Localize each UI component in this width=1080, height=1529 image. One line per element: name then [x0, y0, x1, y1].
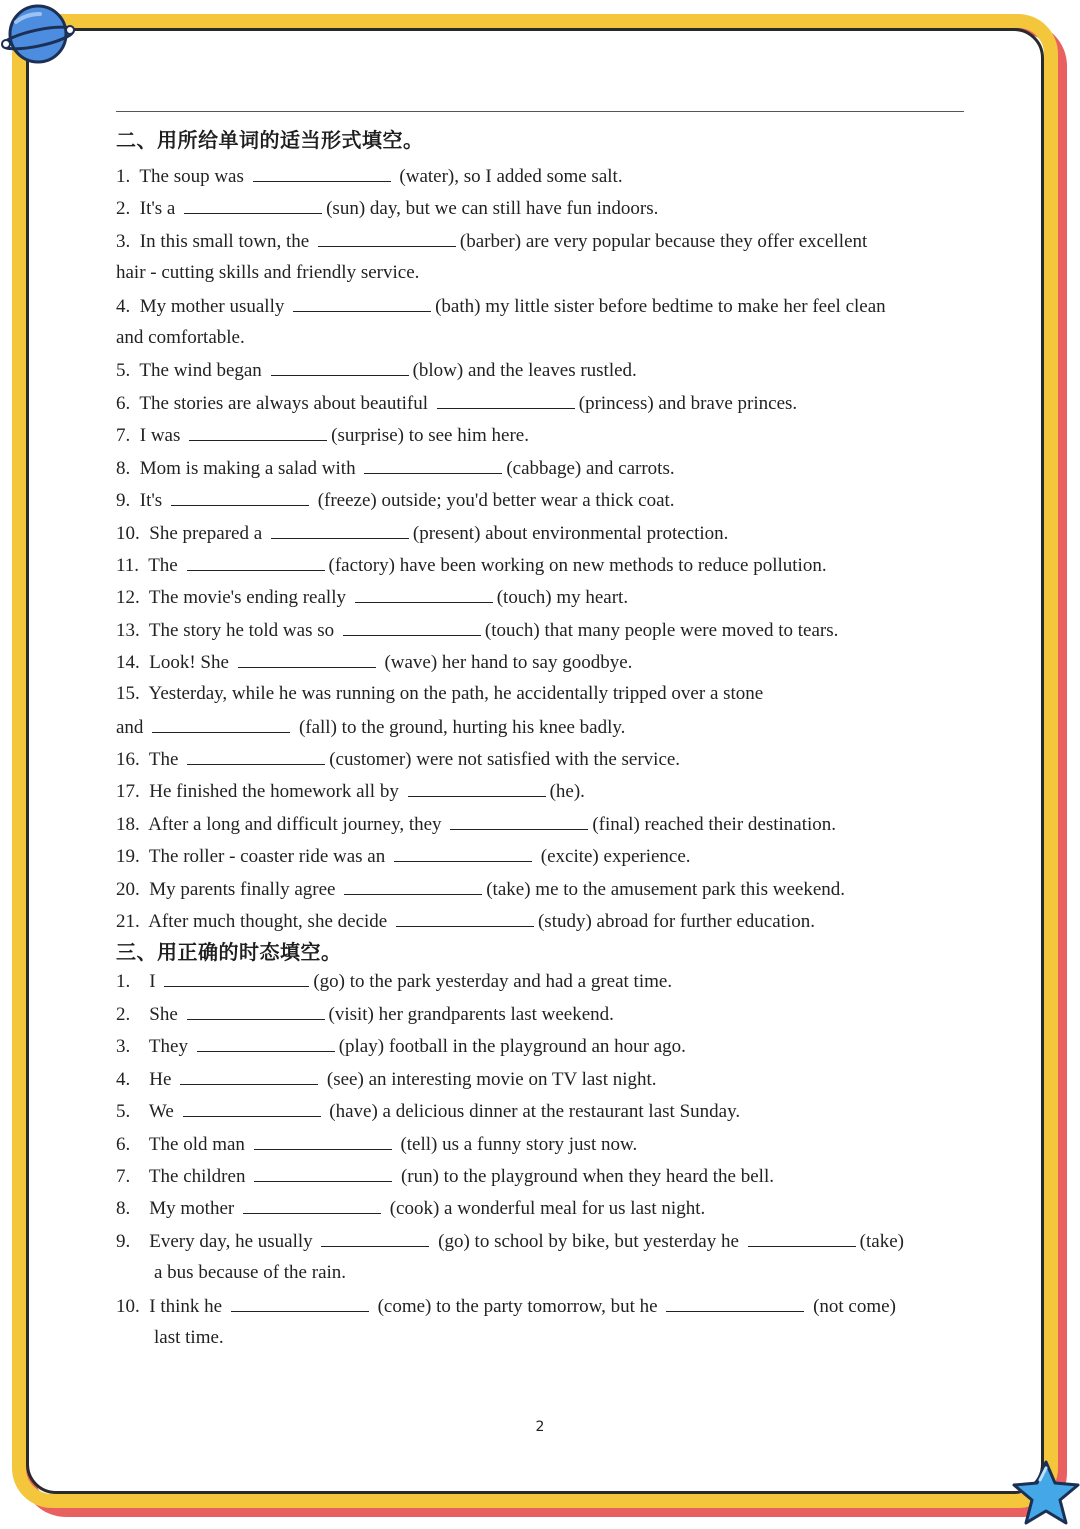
answer-blank[interactable]: [254, 1132, 392, 1150]
exercise-line: [116, 747, 680, 772]
answer-blank[interactable]: [343, 618, 481, 636]
exercise-text: 5. The wind began: [116, 360, 267, 381]
exercise-text: (factory) have been working on new methods to reduce pollution.: [328, 555, 827, 576]
exercise-text: (play) football in the playground an hour ago.: [338, 1036, 686, 1057]
exercise-text: (water), so I added some salt.: [394, 166, 623, 187]
exercise-text: 10. She prepared a: [116, 523, 267, 544]
exercise-text: 19. The roller - coaster ride was an: [116, 846, 390, 867]
exercise-text: (cabbage) and carrots.: [506, 458, 675, 479]
answer-blank[interactable]: [180, 1067, 318, 1085]
exercise-line: [116, 391, 797, 416]
answer-blank[interactable]: [164, 969, 309, 987]
answer-blank[interactable]: [189, 423, 327, 441]
exercise-text: (freeze) outside; you'd better wear a thick coat.: [312, 490, 675, 511]
exercise-text: 10. I think he: [116, 1296, 227, 1317]
exercise-line: [154, 1326, 224, 1350]
answer-blank[interactable]: [321, 1229, 429, 1247]
exercise-line: [116, 1132, 637, 1157]
answer-blank[interactable]: [364, 456, 502, 474]
exercise-line: [116, 969, 672, 994]
exercise-text: (bath) my little sister before bedtime to make her feel clean: [435, 296, 886, 317]
exercise-line: [116, 456, 675, 481]
exercise-text: 17. He finished the homework all by: [116, 781, 404, 802]
exercise-text: (excite) experience.: [536, 846, 691, 867]
exercise-text: 15. Yesterday, while he was running on the path, he accidentally tripped over a stone: [116, 683, 764, 704]
header-rule: [116, 111, 964, 112]
exercise-line: [116, 650, 632, 675]
exercise-text: 11. The: [116, 555, 183, 576]
exercise-text: (final) reached their destination.: [592, 814, 837, 835]
exercise-line: [116, 1099, 740, 1124]
answer-blank[interactable]: [437, 391, 575, 409]
exercise-line: [116, 909, 815, 934]
exercise-line: [116, 1196, 705, 1221]
exercise-text: (run) to the playground when they heard the bell.: [396, 1166, 774, 1187]
exercise-text: 9. It's: [116, 490, 167, 511]
answer-blank[interactable]: [408, 779, 546, 797]
exercise-line: [116, 488, 675, 513]
exercise-text: (study) abroad for further education.: [537, 911, 815, 932]
planet-icon: [0, 0, 82, 72]
exercise-text: last time.: [154, 1327, 224, 1348]
exercise-line: [116, 585, 628, 610]
section-heading: 二、用所给单词的适当形式填空。: [116, 128, 424, 152]
answer-blank[interactable]: [254, 1164, 392, 1182]
answer-blank[interactable]: [450, 812, 588, 830]
exercise-line: [116, 1067, 657, 1092]
exercise-text: 7. The children: [116, 1166, 251, 1187]
exercise-line: [116, 553, 827, 578]
exercise-line: [116, 196, 658, 221]
exercise-text: 16. The: [116, 749, 184, 770]
exercise-text: 1. The soup was: [116, 166, 249, 187]
exercise-line: [116, 261, 419, 285]
exercise-text: (barber) are very popular because they offer excellent: [459, 231, 868, 252]
exercise-line: [116, 164, 623, 189]
answer-blank[interactable]: [394, 844, 532, 862]
answer-blank[interactable]: [318, 229, 456, 247]
answer-blank[interactable]: [243, 1196, 381, 1214]
exercise-text: (touch) that many people were moved to tears.: [484, 620, 839, 641]
exercise-text: (customer) were not satisfied with the service.: [329, 749, 681, 770]
answer-blank[interactable]: [152, 715, 290, 733]
exercise-text: (see) an interesting movie on TV last night.: [322, 1069, 657, 1090]
exercise-line: [116, 294, 886, 319]
exercise-line: [116, 877, 845, 902]
exercise-text: 2. She: [116, 1004, 183, 1025]
exercise-text: 4. He: [116, 1069, 177, 1090]
exercise-text: and: [116, 717, 149, 738]
answer-blank[interactable]: [293, 294, 431, 312]
exercise-text: 14. Look! She: [116, 652, 234, 673]
answer-blank[interactable]: [396, 909, 534, 927]
exercise-text: (come) to the party tomorrow, but he: [372, 1296, 663, 1317]
exercise-text: a bus because of the rain.: [154, 1262, 347, 1283]
exercise-text: (have) a delicious dinner at the restaurant last Sunday.: [324, 1101, 741, 1122]
exercise-text: 8. My mother: [116, 1198, 239, 1219]
exercise-text: 20. My parents finally agree: [116, 879, 341, 900]
exercise-line: [116, 358, 637, 383]
exercise-text: (fall) to the ground, hurting his knee badly.: [294, 717, 626, 738]
exercise-text: 6. The old man: [116, 1134, 250, 1155]
exercise-line: [116, 1034, 686, 1059]
exercise-text: 8. Mom is making a salad with: [116, 458, 361, 479]
exercise-text: (sun) day, but we can still have fun indoors.: [326, 198, 659, 219]
exercise-text: and comfortable.: [116, 327, 245, 348]
answer-blank[interactable]: [171, 488, 309, 506]
answer-blank[interactable]: [271, 521, 409, 539]
answer-blank[interactable]: [253, 164, 391, 182]
exercise-text: 2. It's a: [116, 198, 181, 219]
answer-blank[interactable]: [183, 1099, 321, 1117]
answer-blank[interactable]: [187, 1002, 325, 1020]
exercise-text: (visit) her grandparents last weekend.: [328, 1004, 614, 1025]
exercise-line: [116, 229, 867, 254]
answer-blank[interactable]: [748, 1229, 856, 1247]
exercise-line: [116, 844, 691, 869]
exercise-text: 3. They: [116, 1036, 193, 1057]
answer-blank[interactable]: [187, 553, 325, 571]
exercise-text: 12. The movie's ending really: [116, 587, 351, 608]
page-number: 2: [535, 1419, 545, 1435]
exercise-text: 1. I: [116, 971, 161, 992]
exercise-text: (take): [859, 1231, 904, 1252]
exercise-line: [116, 1294, 896, 1319]
exercise-text: 5. We: [116, 1101, 179, 1122]
exercise-text: (tell) us a funny story just now.: [395, 1134, 638, 1155]
exercise-text: (not come): [808, 1296, 896, 1317]
exercise-text: (cook) a wonderful meal for us last night.: [384, 1198, 706, 1219]
exercise-text: hair - cutting skills and friendly service.: [116, 262, 420, 283]
exercise-line: [116, 423, 529, 448]
exercise-text: (blow) and the leaves rustled.: [412, 360, 637, 381]
exercise-text: (go) to the park yesterday and had a great time.: [313, 971, 673, 992]
exercise-line: [116, 1229, 904, 1254]
exercise-text: 13. The story he told was so: [116, 620, 339, 641]
answer-blank[interactable]: [344, 877, 482, 895]
answer-blank[interactable]: [271, 358, 409, 376]
answer-blank[interactable]: [197, 1034, 335, 1052]
answer-blank[interactable]: [184, 196, 322, 214]
star-icon: [1010, 1458, 1080, 1528]
exercise-text: 3. In this small town, the: [116, 231, 314, 252]
exercise-text: 4. My mother usually: [116, 296, 290, 317]
exercise-text: 21. After much thought, she decide: [116, 911, 392, 932]
exercise-text: (he).: [549, 781, 585, 802]
exercise-text: (surprise) to see him here.: [331, 425, 529, 446]
exercise-text: (princess) and brave princes.: [578, 393, 798, 414]
exercise-line: [116, 1164, 774, 1189]
answer-blank[interactable]: [355, 585, 493, 603]
answer-blank[interactable]: [231, 1294, 369, 1312]
exercise-line: [116, 715, 625, 740]
exercise-text: (present) about environmental protection.: [412, 523, 729, 544]
exercise-text: 6. The stories are always about beautiful: [116, 393, 433, 414]
exercise-text: (wave) her hand to say goodbye.: [379, 652, 633, 673]
answer-blank[interactable]: [187, 747, 325, 765]
exercise-text: (take) me to the amusement park this weekend.: [486, 879, 845, 900]
exercise-text: 7. I was: [116, 425, 186, 446]
exercise-text: (go) to school by bike, but yesterday he: [433, 1231, 744, 1252]
exercise-line: [116, 682, 763, 706]
exercise-text: 9. Every day, he usually: [116, 1231, 318, 1252]
exercise-line: [116, 1002, 614, 1027]
exercise-line: [116, 326, 245, 350]
exercise-line: [154, 1261, 346, 1285]
exercise-text: (touch) my heart.: [496, 587, 629, 608]
exercise-line: [116, 521, 728, 546]
answer-blank[interactable]: [238, 650, 376, 668]
exercise-text: 18. After a long and difficult journey, they: [116, 814, 447, 835]
answer-blank[interactable]: [666, 1294, 804, 1312]
exercise-line: [116, 618, 838, 643]
exercise-line: [116, 779, 585, 804]
section-heading: 三、用正确的时态填空。: [116, 940, 342, 964]
exercise-line: [116, 812, 836, 837]
